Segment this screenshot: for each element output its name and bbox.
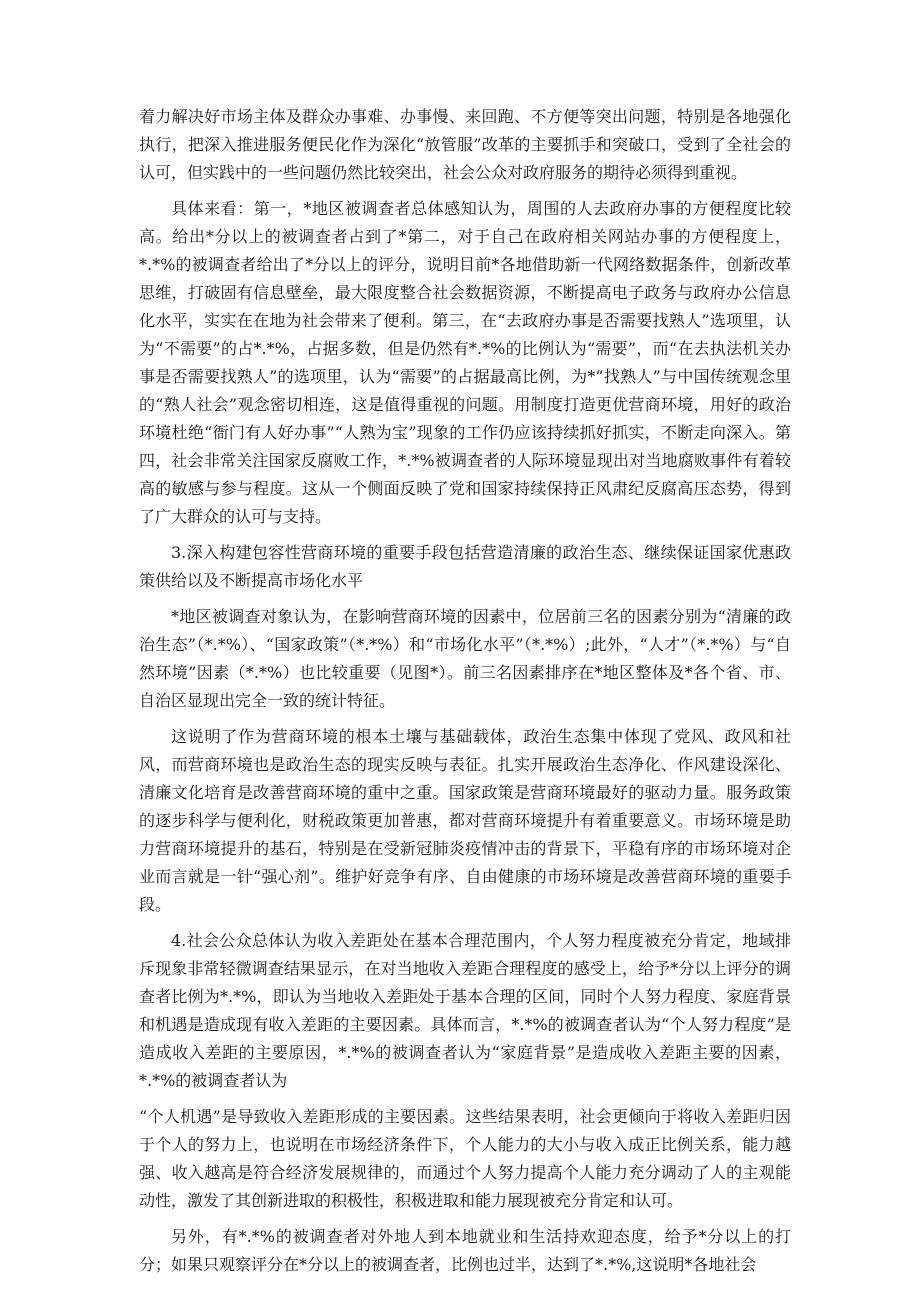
paragraph-6: 另外，有*.*%的被调查者对外地人到本地就业和生活持欢迎态度，给予*分以上的打分；如果只观察评分在*分以上的被调查者，比例也过半，达到了*.*%,这说明*各地社会 (139, 1227, 791, 1274)
document-page (139, 103, 791, 1287)
paragraph-5: “个人机遇”是导致收入差距形成的主要因素。这些结果表明，社会更倾向于将收入差距归因于个人的努力上，也说明在市场经济条件下，个人能力的大小与收入成正比例关系，能力越强、收入越高是符合经济发展规律的，而通过个人努力提高个人能力充分调动了人的主观能动性，激发了其创新进取的积极性，积极进取和能力展现被充分肯定和认可。 (139, 1107, 791, 1210)
paragraph-2: 具体来看：第一，*地区被调查者总体感知认为，周围的人去政府办事的方便程度比较高。给出*分以上的被调查者占到了*第二，对于自己在政府相关网站办事的方便程度上，*.*%的被调查者给出了*分以上的评分，说明目前*各地借助新一代网络数据条件，创新改革思维，打破固有信息壁垒，最大限度整合社会数据资源，不断提高电子政务与政府办公信息化水平，实实在在地为社会带来了便利。第三，在“去政府办事是否需要找熟人”选项里，认为“不需要”的占*.*%，占据多数，但是仍然有*.*%的比例认为“需要”，而“在去执法机关办事是否需要找熟人”的选项里，认为“需要”的占据最高比例，为*“找熟人”与中国传统观念里的“熟人社会”观念密切相连，这是值得重视的问题。用制度打造更优营商环境，用好的政治环境杜绝“衙门有人好办事”“人熟为宝”现象的工作仍应该持续抓好抓实，不断走向深入。第四，社会非常关注国家反腐败工作，*.*%被调查者的人际环境显现出对当地腐败事件有着较高的敏感与参与程度。这从一个侧面反映了党和国家持续保持正风肃纪反腐高压态势，得到了广大群众的认可与支持。 (139, 199, 791, 526)
section-heading-3: 3.深入构建包容性营商环境的重要手段包括营造清廉的政治生态、继续保证国家优惠政策供给以及不断提高市场化水平 (139, 543, 791, 590)
paragraph-4: 这说明了作为营商环境的根本土壤与基础载体，政治生态集中体现了党风、政风和社风，而营商环境也是政治生态的现实反映与表征。扎实开展政治生态净化、作风建设深化、清廉文化培育是改善营商环境的重中之重。国家政策是营商环境最好的驱动力量。服务政策的逐步科学与便利化，财税政策更加普惠，都对营商环境提升有着重要意义。市场环境是助力营商环境提升的基石，特别是在受新冠肺炎疫情冲击的背景下，平稳有序的市场环境对企业而言就是一针“强心剂”。维护好竞争有序、自由健康的市场环境是改善营商环境的重要手段。 (139, 727, 791, 914)
paragraph-3: *地区被调查对象认为，在影响营商环境的因素中，位居前三名的因素分别为“清廉的政治生态”（*.*%）、“国家政策”（*.*%）和“市场化水平”（*.*%）;此外，“人才”（*.*%）与“自然环境”因素（*.*%）也比较重要（见图*）。前三名因素排序在*地区整体及*各个省、市、自治区显现出完全一致的统计特征。 (139, 607, 791, 710)
section-heading-4: 4.社会公众总体认为收入差距处在基本合理范围内，个人努力程度被充分肯定，地域排斥现象非常轻微调查结果显示，在对当地收入差距合理程度的感受上，给予*分以上评分的调查者比例为*.*%，即认为当地收入差距处于基本合理的区间，同时个人努力程度、家庭背景和机遇是造成现有收入差距的主要因素。具体而言，*.*%的被调查者认为“个人努力程度”是造成收入差距的主要原因，*.*%的被调查者认为“家庭背景”是造成收入差距主要的因素，*.*%的被调查者认为 (139, 931, 791, 1090)
paragraph-1: 着力解决好市场主体及群众办事难、办事慢、来回跑、不方便等突出问题，特别是各地强化执行，把深入推进服务便民化作为深化“放管服”改革的主要抓手和突破口，受到了全社会的认可，但实践中的一些问题仍然比较突出，社会公众对政府服务的期待必须得到重视。 (139, 107, 791, 182)
